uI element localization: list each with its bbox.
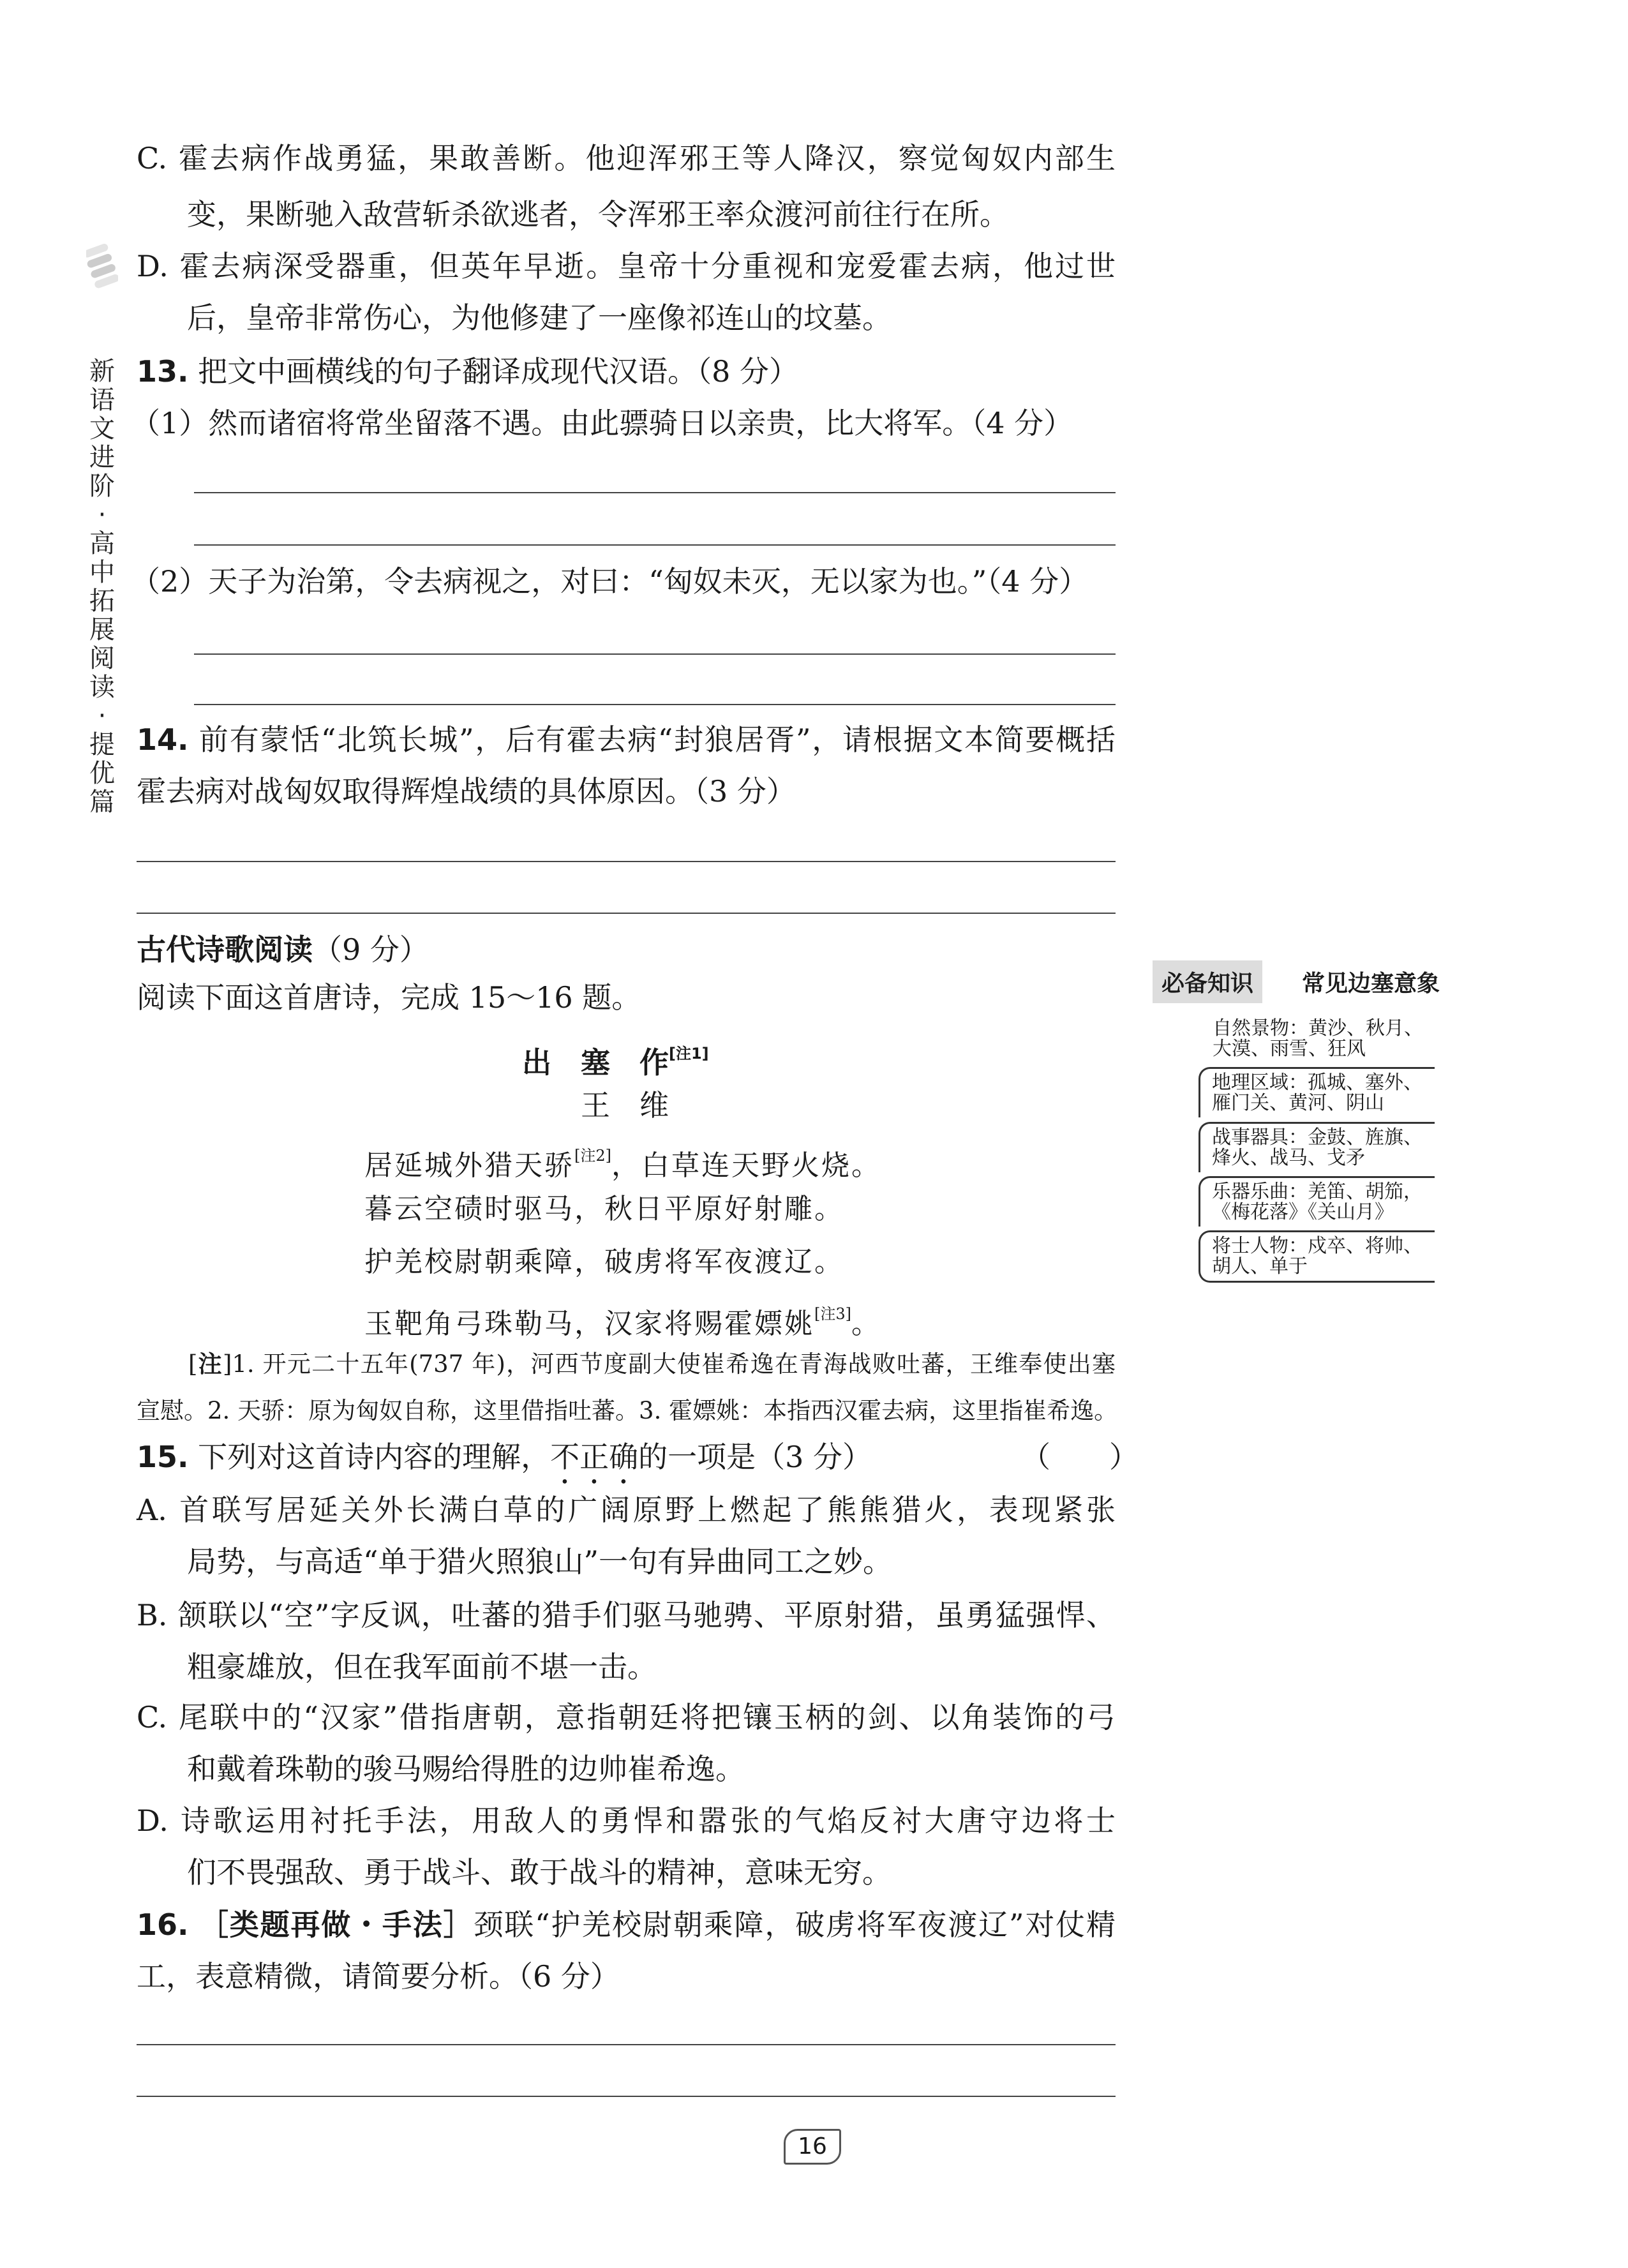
poem-line-text: 护羌校尉朝乘障，破虏将军夜渡辽。 — [364, 1246, 844, 1278]
answer-line[interactable] — [137, 913, 1116, 914]
poem-line — [364, 1191, 844, 1227]
knowledge-item-line: 大漠、雨雪、狂风 — [1213, 1038, 1366, 1060]
knowledge-item — [1199, 1230, 1435, 1283]
poem-line-note: [注3] — [814, 1305, 851, 1323]
side-title-char: 提 — [89, 730, 115, 759]
answer-line[interactable] — [194, 544, 1116, 546]
section-title: 古代诗歌阅读 — [137, 932, 313, 967]
q12-option-d: D. 霍去病深受器重，但英年早逝。皇帝十分重视和宠爱霍去病，他过世 — [137, 249, 1116, 283]
q15-option-a: A. 首联写居延关外长满白草的广阔原野上燃起了熊熊猎火，表现紧张 — [137, 1493, 1116, 1527]
decorative-stripes-icon — [86, 242, 118, 294]
side-title-char: · — [98, 701, 107, 731]
side-title-char: 展 — [89, 615, 115, 645]
section-score: （9 分） — [313, 932, 429, 967]
q12-option-c-cont: 变，果断驰入敌营斩杀欲逃者，令浑邪王率众渡河前往行在所。 — [187, 197, 1009, 232]
answer-bracket[interactable]: （ ） — [1021, 1440, 1139, 1474]
poem-title — [522, 1036, 709, 1080]
poem-line-note: [注2] — [574, 1147, 611, 1165]
q12-option-d-cont: 后，皇帝非常伤心，为他修建了一座像祁连山的坟墓。 — [187, 301, 892, 335]
poem-line — [364, 1244, 844, 1280]
q16-text: 颈联“护羌校尉朝乘障，破虏将军夜渡辽”对仗精 — [474, 1907, 1116, 1942]
q14-text: 前有蒙恬“北筑长城”，后有霍去病“封狼居胥”，请根据文本简要概括 — [198, 722, 1116, 757]
poem-note-2: 宣慰。2. 天骄：原为匈奴自称，这里借指吐蕃。3. 霍嫖姚：本指西汉霍去病，这里指崔希逸。 — [137, 1397, 1118, 1424]
answer-line[interactable] — [137, 2044, 1116, 2045]
side-title-char: 中 — [89, 558, 115, 587]
answer-line[interactable] — [137, 861, 1116, 862]
answer-line[interactable] — [194, 704, 1116, 705]
q15-text-post: 的一项是（3 分） — [638, 1440, 872, 1474]
q15-number: 15. — [137, 1440, 189, 1474]
knowledge-item — [1199, 1176, 1435, 1227]
q16-tag: ［类题再做・手法］ — [198, 1907, 474, 1942]
q14-text-cont: 霍去病对战匈奴取得辉煌战绩的具体原因。（3 分） — [137, 774, 796, 809]
knowledge-item-line: 胡人、单于 — [1212, 1255, 1308, 1278]
poem-line-text: 。 — [851, 1308, 881, 1340]
q15-option-d-cont: 们不畏强敌、勇于战斗、敢于战斗的精神，意味无穷。 — [187, 1855, 892, 1890]
knowledge-item-line: 雁门关、黄河、阴山 — [1212, 1092, 1384, 1114]
poem-line — [364, 1138, 881, 1184]
q15-emphasis: 不正确 — [550, 1440, 639, 1474]
knowledge-item-line: 将士人物：戍卒、将帅、 — [1212, 1235, 1423, 1257]
knowledge-item — [1201, 1015, 1437, 1063]
side-title-char: 篇 — [89, 787, 115, 817]
section-heading — [137, 932, 429, 967]
knowledge-item — [1199, 1122, 1435, 1172]
answer-line[interactable] — [194, 492, 1116, 493]
q15-text: 下列对这首诗内容的理解， — [198, 1440, 551, 1474]
q13-text: 把文中画横线的句子翻译成现代汉语。（8 分） — [198, 354, 799, 389]
q15-option-a-cont: 局势，与高适“单于猎火照狼山”一句有异曲同工之妙。 — [187, 1544, 893, 1579]
q13-prompt — [137, 354, 798, 389]
q15-option-b-cont: 粗豪雄放，但在我军面前不堪一击。 — [187, 1650, 657, 1684]
knowledge-title: 常见边塞意象 — [1302, 971, 1440, 997]
q15-option-d: D. 诗歌运用衬托手法，用敌人的勇悍和嚣张的气焰反衬大唐守边将士 — [137, 1803, 1116, 1838]
knowledge-item-line: 自然景物：黄沙、秋月、 — [1213, 1017, 1423, 1040]
q14-prompt — [137, 722, 1116, 757]
answer-line[interactable] — [194, 653, 1116, 655]
side-title-char: 优 — [89, 759, 115, 788]
poem-line-text: 玉靶角弓珠勒马，汉家将赐霍嫖姚 — [364, 1308, 814, 1340]
answer-line[interactable] — [137, 2096, 1116, 2097]
poem-intro: 阅读下面这首唐诗，完成 15～16 题。 — [137, 980, 641, 1015]
q15-option-c-cont: 和戴着珠勒的骏马赐给得胜的边帅崔希逸。 — [187, 1752, 745, 1786]
q12-option-c: C. 霍去病作战勇猛，果敢善断。他迎浑邪王等人降汉，察觉匈奴内部生 — [137, 141, 1116, 175]
side-title-char: 文 — [89, 414, 115, 444]
q15-option-b: B. 颔联以“空”字反讽，吐蕃的猎手们驱马驰骋、平原射猎，虽勇猛强悍、 — [137, 1598, 1116, 1632]
poem-note-1: [注]1. 开元二十五年(737 年)，河西节度副大使崔希逸在青海战败吐蕃，王维奉使出塞 — [188, 1350, 1116, 1378]
poem-title-text: 出 塞 作 — [522, 1045, 669, 1080]
side-title-char: 阅 — [89, 644, 115, 673]
side-title-char: 新 — [89, 357, 115, 386]
q13-part1: （1）然而诸宿将常坐留落不遇。由此骠骑日以亲贵，比大将军。（4 分） — [131, 406, 1073, 440]
q14-number: 14. — [137, 722, 189, 757]
knowledge-label: 必备知识 — [1153, 960, 1262, 1003]
poem-author: 王 维 — [581, 1088, 669, 1123]
side-title-char: 语 — [89, 385, 115, 415]
side-title-char: 高 — [89, 529, 115, 558]
side-title-char: 拓 — [89, 586, 115, 616]
q13-number: 13. — [137, 354, 189, 389]
knowledge-item-line: 《梅花落》《关山月》 — [1212, 1201, 1394, 1223]
knowledge-item — [1199, 1067, 1435, 1117]
poem-line-text: 居延城外猎天骄 — [364, 1149, 574, 1182]
note-label: 注 — [197, 1350, 223, 1378]
side-title-char: 读 — [89, 673, 115, 702]
series-title-vertical — [86, 357, 118, 817]
poem-line — [364, 1296, 881, 1342]
q15-prompt — [137, 1439, 872, 1491]
side-title-char: 进 — [89, 443, 115, 472]
q16-prompt — [137, 1907, 1116, 1943]
knowledge-item-line: 乐器乐曲：羌笛、胡笳， — [1212, 1181, 1423, 1203]
page-number: 16 — [784, 2129, 841, 2165]
poem-title-note: [注1] — [669, 1045, 709, 1063]
knowledge-item-line: 烽火、战马、戈矛 — [1212, 1147, 1365, 1169]
poem-line-text: 暮云空碛时驱马，秋日平原好射雕。 — [364, 1193, 844, 1225]
note-text: 1. 开元二十五年(737 年)，河西节度副大使崔希逸在青海战败吐蕃，王维奉使出塞 — [232, 1350, 1116, 1378]
knowledge-item-line: 地理区域：孤城、塞外、 — [1212, 1071, 1423, 1094]
q16-text-cont: 工，表意精微，请简要分析。（6 分） — [137, 1959, 620, 1994]
side-title-char: 阶 — [89, 472, 115, 501]
knowledge-item-line: 战事器具：金鼓、旌旗、 — [1212, 1126, 1423, 1149]
q16-number: 16. — [137, 1907, 189, 1942]
side-title-char: · — [98, 500, 107, 530]
q15-option-c: C. 尾联中的“汉家”借指唐朝，意指朝廷将把镶玉柄的剑、以角装饰的弓 — [137, 1700, 1116, 1735]
poem-line-text: ，白草连天野火烧。 — [611, 1149, 881, 1182]
q13-part2: （2）天子为治第，令去病视之，对曰：“匈奴未灭，无以家为也。”（4 分） — [131, 564, 1089, 599]
